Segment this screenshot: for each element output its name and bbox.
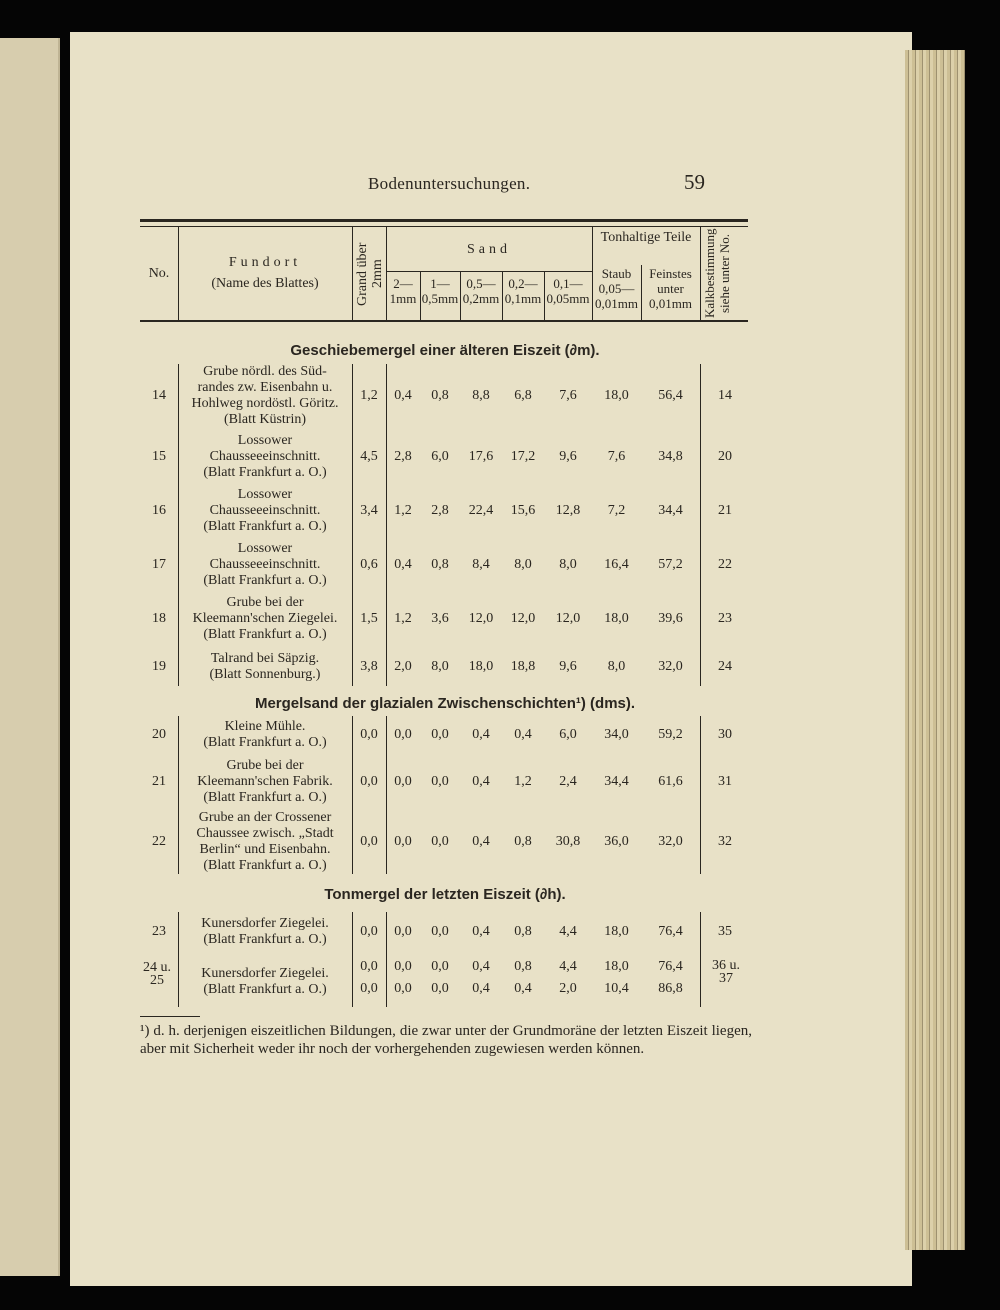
value-cell: 0,8 (431, 557, 449, 572)
value-cell: 3,4 (360, 503, 378, 518)
value-cell: 1,2 (394, 503, 412, 518)
col-sand-1: 2—1mm (389, 276, 417, 306)
fundort-line: Kunersdorfer Ziegelei. (201, 916, 329, 931)
fundort-line: (Blatt Frankfurt a. O.) (203, 790, 327, 805)
value-cell: 10,4 (604, 981, 629, 996)
value-cell: 0,0 (360, 727, 378, 742)
col-fundort: Fundort (228, 255, 302, 270)
value-cell: 30,8 (555, 834, 581, 849)
value-cell: 0,0 (394, 774, 412, 789)
value-cell: 0,0 (360, 959, 378, 974)
value-cell: 34,0 (604, 727, 629, 742)
value-cell: 76,4 (658, 924, 683, 939)
value-cell: 57,2 (658, 557, 683, 572)
row-number: 17 (152, 557, 166, 572)
value-cell: 0,8 (514, 834, 532, 849)
value-cell: 61,6 (658, 774, 683, 789)
facing-page-edge (0, 38, 60, 1276)
fundort-line: (Blatt Frankfurt a. O.) (203, 932, 327, 947)
row-number: 14 (152, 388, 166, 403)
value-cell: 32,0 (658, 659, 683, 674)
value-cell: 0,4 (472, 959, 490, 974)
page-edges (905, 50, 965, 1250)
value-cell: 12,0 (555, 611, 581, 626)
value-cell: 86,8 (658, 981, 683, 996)
col-sand-4: 0,2—0,1mm (504, 276, 542, 306)
value-cell: 18,8 (510, 659, 536, 674)
value-cell: 8,0 (514, 557, 532, 572)
fundort-line: (Blatt Frankfurt a. O.) (203, 982, 327, 997)
value-cell: 18,0 (468, 659, 494, 674)
kalk-reference: 24 (718, 659, 732, 674)
fundort-line: Chausseeeinschnitt. (209, 449, 321, 464)
fundort-line: Grube an der Crossener (198, 810, 332, 825)
value-cell: 0,4 (472, 981, 490, 996)
value-cell: 0,8 (514, 959, 532, 974)
value-cell: 36,0 (604, 834, 629, 849)
value-cell: 16,4 (604, 557, 629, 572)
value-cell: 2,0 (559, 981, 577, 996)
page-number: 59 (684, 170, 705, 194)
value-cell: 6,8 (514, 388, 532, 403)
value-cell: 0,0 (394, 981, 412, 996)
value-cell: 8,8 (472, 388, 490, 403)
value-cell: 9,6 (559, 449, 577, 464)
row-number: 20 (152, 727, 166, 742)
value-cell: 0,4 (394, 388, 412, 403)
fundort-line: (Blatt Frankfurt a. O.) (203, 858, 327, 873)
value-cell: 0,0 (431, 981, 449, 996)
row-number: 19 (152, 659, 166, 674)
col-tonhaltige: Tonhaltige Teile (600, 230, 692, 245)
value-cell: 8,4 (472, 557, 490, 572)
value-cell: 0,0 (431, 924, 449, 939)
col-staub: Staub 0,05—0,01mm (595, 266, 638, 311)
value-cell: 76,4 (658, 959, 683, 974)
value-cell: 0,4 (472, 834, 490, 849)
fundort-line: Hohlweg nordöstl. Göritz. (191, 396, 339, 411)
section-title: Geschiebemergel einer älteren Eiszeit (∂m). (290, 342, 600, 359)
value-cell: 15,6 (510, 503, 536, 518)
fundort-line: Grube bei der (226, 758, 304, 773)
value-cell: 1,2 (360, 388, 378, 403)
value-cell: 0,4 (514, 727, 532, 742)
value-cell: 18,0 (604, 924, 629, 939)
kalk-reference: 23 (718, 611, 732, 626)
kalk-reference: 20 (718, 449, 732, 464)
fundort-line: (Blatt Frankfurt a. O.) (203, 573, 327, 588)
col-fundort-sub: (Name des Blattes) (211, 276, 319, 291)
fundort-line: (Blatt Frankfurt a. O.) (203, 519, 327, 534)
section-title: Mergelsand der glazialen Zwischenschichten¹) (dms). (254, 695, 636, 712)
value-cell: 1,2 (394, 611, 412, 626)
col-sand-2: 1—0,5mm (421, 276, 459, 306)
top-rule (140, 219, 748, 222)
footnote-rule (140, 1016, 200, 1017)
value-cell: 7,6 (559, 388, 577, 403)
value-cell: 34,4 (604, 774, 629, 789)
value-cell: 0,4 (472, 924, 490, 939)
col-sand: Sand (467, 242, 511, 257)
value-cell: 12,0 (510, 611, 536, 626)
value-cell: 2,8 (431, 503, 449, 518)
row-number: 24 u. 25 (143, 960, 171, 988)
row-number: 16 (152, 503, 166, 518)
value-cell: 12,8 (555, 503, 581, 518)
fundort-line: Grube bei der (226, 595, 304, 610)
row-number: 23 (152, 924, 166, 939)
fundort-line: (Blatt Frankfurt a. O.) (203, 735, 327, 750)
value-cell: 22,4 (468, 503, 494, 518)
fundort-line: Chausseeeinschnitt. (209, 503, 321, 518)
column-rule (700, 364, 701, 686)
value-cell: 7,6 (607, 449, 626, 464)
fundort-line: Lossower (237, 433, 293, 448)
footnote: ¹) d. h. derjenigen eiszeitlichen Bildungen, die zwar unter der Grundmoräne der letzten Eiszeit liegen, aber mit Sicherheit weder ihr noch der vorhergehenden zugewiesen werden können. (140, 1023, 752, 1057)
section-title: Tonmergel der letzten Eiszeit (∂h). (324, 886, 566, 903)
value-cell: 8,0 (607, 659, 626, 674)
value-cell: 0,4 (472, 727, 490, 742)
value-cell: 3,6 (431, 611, 449, 626)
value-cell: 3,8 (360, 659, 378, 674)
column-rule (386, 364, 387, 686)
value-cell: 0,4 (514, 981, 532, 996)
col-sand-5: 0,1—0,05mm (546, 276, 590, 306)
value-cell: 8,0 (559, 557, 577, 572)
value-cell: 0,8 (514, 924, 532, 939)
value-cell: 34,8 (658, 449, 683, 464)
value-cell: 4,4 (559, 924, 577, 939)
value-cell: 0,0 (360, 924, 378, 939)
value-cell: 9,6 (559, 659, 577, 674)
fundort-line: randes zw. Eisenbahn u. (197, 380, 333, 395)
value-cell: 2,8 (394, 449, 412, 464)
value-cell: 56,4 (658, 388, 683, 403)
fundort-line: Lossower (237, 487, 293, 502)
fundort-line: Lossower (237, 541, 293, 556)
row-number: 15 (152, 449, 166, 464)
fundort-line: Berlin“ und Eisenbahn. (199, 842, 331, 857)
value-cell: 0,0 (394, 959, 412, 974)
value-cell: 17,6 (468, 449, 494, 464)
value-cell: 4,5 (360, 449, 378, 464)
value-cell: 8,0 (431, 659, 449, 674)
fundort-line: (Blatt Frankfurt a. O.) (203, 627, 327, 642)
kalk-reference: 21 (718, 503, 732, 518)
value-cell: 0,0 (431, 834, 449, 849)
value-cell: 7,2 (607, 503, 626, 518)
fundort-line: (Blatt Küstrin) (223, 412, 307, 427)
fundort-line: Kleemann'schen Fabrik. (197, 774, 333, 789)
kalk-reference: 36 u. 37 (712, 958, 740, 986)
column-rule (352, 364, 353, 686)
running-header: Bodenuntersuchungen. (368, 174, 531, 193)
value-cell: 0,0 (431, 727, 449, 742)
value-cell: 6,0 (431, 449, 449, 464)
value-cell: 0,0 (394, 924, 412, 939)
value-cell: 0,0 (360, 774, 378, 789)
fundort-line: Chaussee zwisch. „Stadt (196, 826, 334, 841)
row-number: 21 (152, 774, 166, 789)
value-cell: 0,0 (394, 834, 412, 849)
fundort-line: (Blatt Frankfurt a. O.) (203, 465, 327, 480)
value-cell: 4,4 (559, 959, 577, 974)
col-kalk: Kalkbestimmung siehe unter No. (702, 228, 732, 318)
kalk-reference: 14 (718, 388, 732, 403)
kalk-reference: 35 (718, 924, 732, 939)
value-cell: 18,0 (604, 388, 629, 403)
value-cell: 0,0 (431, 774, 449, 789)
value-cell: 0,4 (472, 774, 490, 789)
fundort-line: Grube nördl. des Süd- (203, 364, 327, 379)
value-cell: 17,2 (510, 449, 536, 464)
value-cell: 2,4 (559, 774, 577, 789)
value-cell: 34,4 (658, 503, 683, 518)
kalk-reference: 32 (718, 834, 732, 849)
col-no: No. (148, 266, 170, 281)
value-cell: 32,0 (658, 834, 683, 849)
value-cell: 12,0 (468, 611, 494, 626)
top-rule-thin (140, 226, 748, 227)
fundort-line: (Blatt Sonnenburg.) (209, 667, 321, 682)
row-number: 22 (152, 834, 166, 849)
value-cell: 1,5 (360, 611, 378, 626)
col-sand-3: 0,5—0,2mm (462, 276, 500, 306)
value-cell: 1,2 (514, 774, 532, 789)
value-cell: 0,4 (394, 557, 412, 572)
kalk-reference: 30 (718, 727, 732, 742)
header-bottom-rule (140, 320, 748, 322)
col-feinstes: Feinstes unter 0,01mm (649, 266, 692, 311)
value-cell: 39,6 (658, 611, 683, 626)
fundort-line: Talrand bei Säpzig. (210, 651, 320, 666)
value-cell: 0,6 (360, 557, 378, 572)
value-cell: 18,0 (604, 611, 629, 626)
col-grand: Grand über 2mm (355, 242, 385, 306)
kalk-reference: 22 (718, 557, 732, 572)
fundort-line: Kleine Mühle. (224, 719, 306, 734)
value-cell: 0,0 (431, 959, 449, 974)
value-cell: 59,2 (658, 727, 683, 742)
value-cell: 0,8 (431, 388, 449, 403)
value-cell: 18,0 (604, 959, 629, 974)
kalk-reference: 31 (718, 774, 732, 789)
row-number: 18 (152, 611, 166, 626)
fundort-line: Chausseeeinschnitt. (209, 557, 321, 572)
value-cell: 2,0 (394, 659, 412, 674)
value-cell: 6,0 (559, 727, 577, 742)
value-cell: 0,0 (360, 981, 378, 996)
fundort-line: Kunersdorfer Ziegelei. (201, 966, 329, 981)
fundort-line: Kleemann'schen Ziegelei. (192, 611, 338, 626)
value-cell: 0,0 (394, 727, 412, 742)
value-cell: 0,0 (360, 834, 378, 849)
